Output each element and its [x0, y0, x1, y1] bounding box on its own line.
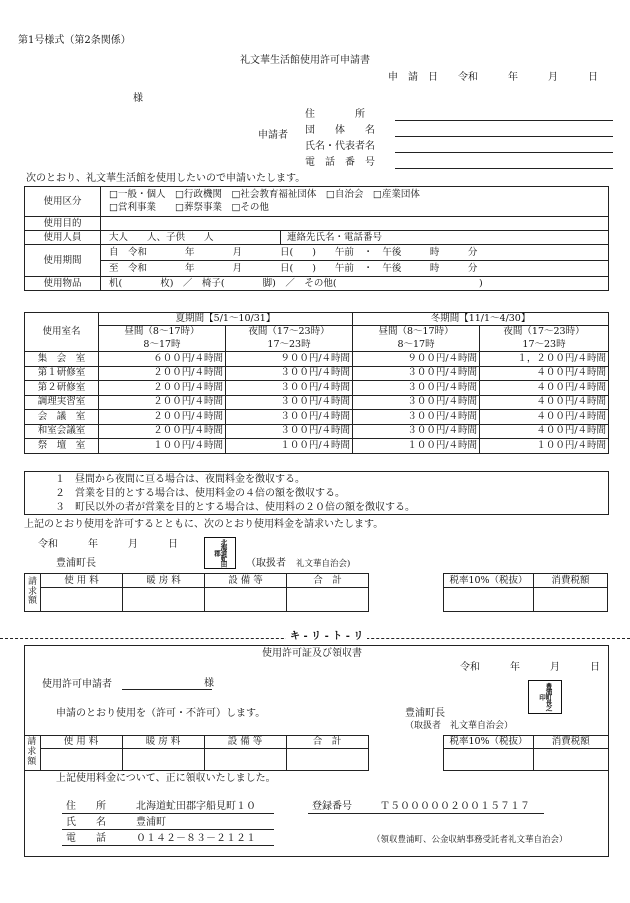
official-seal-stamp	[204, 537, 236, 569]
fee-row	[25, 366, 609, 381]
receipt-date: 令和 年 月 日	[460, 662, 600, 673]
fee-winter-day: ３００円/４時間	[353, 381, 480, 396]
receipt-header-heating: 暖 房 料	[122, 736, 204, 749]
bill-heating-field[interactable]	[123, 588, 205, 612]
category-label: 使用区分	[25, 187, 101, 217]
reg-number-label: 登録番号	[312, 801, 352, 812]
intro-text: 次のとおり、礼文華生活館を使用したいので申請いたします。	[26, 173, 306, 184]
receipt-title: 使用許可証及び領収書	[262, 648, 362, 659]
fee-summer-night: ９００円/４時間	[226, 352, 353, 367]
fee-winter-night: ４００円/４時間	[480, 424, 609, 439]
summer-night-sub: 17〜23時	[226, 339, 353, 352]
receipt-tax-amount-header: 消費税額	[534, 736, 608, 749]
fee-winter-night: １００円/４時間	[480, 439, 609, 454]
bill-side-label: 請求額	[25, 574, 41, 612]
bill-equipment-field[interactable]	[205, 588, 287, 612]
fee-room-name: 和室会議室	[25, 424, 99, 439]
received-text: 上記使用料金について、正に領収いたしました。	[56, 773, 276, 784]
fee-winter-day: １００円/４時間	[353, 439, 480, 454]
category-line-1[interactable]: □一般・個人 □行政機関 □社会教育福祉団体 □自治会 □産業団体	[109, 189, 420, 201]
fee-row	[25, 410, 609, 425]
permit-text: 上記のとおり使用を許可するとともに、次のとおり使用料金を請求いたします。	[24, 519, 384, 530]
phone-field[interactable]	[395, 168, 613, 169]
receipt-equipment-field[interactable]	[204, 749, 286, 771]
phone-underline	[62, 845, 274, 846]
fee-summer-night: １００円/４時間	[226, 439, 353, 454]
tax-amount-header: 消費税額	[534, 574, 608, 588]
reg-underline	[308, 813, 544, 814]
fee-summer-night: ３００円/４時間	[226, 381, 353, 396]
fee-winter-night: １，２００円/４時間	[480, 352, 609, 367]
fee-summer-day: ６００円/４時間	[99, 352, 226, 367]
fee-winter-day: ３００円/４時間	[353, 410, 480, 425]
tax-amount-field[interactable]	[534, 588, 608, 612]
fee-summer-night: ３００円/４時間	[226, 424, 353, 439]
fee-row	[25, 352, 609, 367]
receipt-footnote: （領収豊浦町、公金収納事務受託者礼文華自治会）	[372, 835, 568, 845]
purpose-field[interactable]	[101, 217, 609, 231]
winter-day-sub: 8〜17時	[353, 339, 480, 352]
bill-total-field[interactable]	[287, 588, 369, 612]
applicant-address-label: 住 所	[305, 109, 365, 120]
period-to[interactable]: 至 令和 年 月 日( ) 午前 ・ 午後 時 分	[109, 263, 478, 274]
receipt-seal-text-1: 豊浦町	[544, 683, 553, 700]
winter-night-header: 夜間（17〜23時）	[480, 326, 609, 339]
winter-night-sub: 17〜23時	[480, 339, 609, 352]
org-field[interactable]	[395, 136, 613, 137]
fee-winter-day: ３００円/４時間	[353, 424, 480, 439]
fee-summer-day: ２００円/４時間	[99, 410, 226, 425]
permit-date: 令和 年 月 日	[38, 539, 178, 550]
period-from[interactable]: 自 令和 年 月 日( ) 午前 ・ 午後 時 分	[101, 245, 608, 261]
bill-header-usage: 使 用 料	[41, 574, 123, 588]
receipt-heating-field[interactable]	[122, 749, 204, 771]
fee-room-name: 第２研修室	[25, 381, 99, 396]
receipt-seal-text-2: 長之印	[538, 694, 553, 711]
fee-winter-day: ３００円/４時間	[353, 366, 480, 381]
fee-summer-day: ２００円/４時間	[99, 366, 226, 381]
receipt-tax-table	[443, 735, 608, 771]
fee-room-name: 集 会 室	[25, 352, 99, 367]
fee-room-name: 祭 壇 室	[25, 439, 99, 454]
fee-note-2: ２ 営業を目的とする場合は、使用料金の４倍の額を徴収する。	[55, 488, 345, 499]
items-label: 使用物品	[25, 277, 101, 291]
receipt-tax-amount-field[interactable]	[534, 749, 608, 771]
receipt-bill-table	[24, 735, 369, 771]
receipt-applicant-label: 使用許可申請者	[42, 679, 112, 690]
tax-base-header: 税率10%（税抜）	[444, 574, 534, 588]
receipt-usage-field[interactable]	[40, 749, 122, 771]
bill-header-heating: 暖 房 料	[123, 574, 205, 588]
fee-summer-night: ３００円/４時間	[226, 395, 353, 410]
issuer-name: 豊浦町	[136, 817, 166, 828]
items-field[interactable]: 机( 枚) ／ 椅子( 脚) ／ その他( )	[101, 277, 609, 291]
application-date: 申 請 日 令和 年 月 日	[388, 72, 598, 83]
summer-day-header: 昼間（8〜17時）	[99, 326, 226, 339]
issuer-phone: ０１４２－８３－２１２１	[136, 833, 256, 844]
fee-winter-night: ４００円/４時間	[480, 395, 609, 410]
receipt-seal-stamp	[528, 680, 562, 714]
handler-name: 礼文華自治会)	[296, 559, 351, 569]
addressee-sama: 様	[133, 93, 143, 104]
contact-field[interactable]: 連絡先氏名・電話番号	[281, 231, 609, 245]
name-underline	[62, 829, 274, 830]
fee-table	[24, 312, 609, 454]
summer-header: 夏期間【5/1〜10/31】	[99, 313, 353, 326]
fee-note-3: ３ 町民以外の者が営業を目的とする場合は、使用料の２０倍の額を徴収する。	[55, 502, 415, 513]
fee-row	[25, 439, 609, 454]
period-label: 使用期間	[25, 245, 101, 277]
usage-table	[24, 186, 609, 291]
winter-day-header: 昼間（8〜17時）	[353, 326, 480, 339]
mayor-label: 豊浦町長	[56, 558, 96, 569]
cut-line-label: キ - リ - ト - リ	[286, 632, 367, 642]
receipt-header-total: 合 計	[286, 736, 368, 749]
tax-table	[443, 573, 608, 612]
receipt-bill-side-label: 請求額	[24, 736, 40, 771]
fee-winter-night: ４００円/４時間	[480, 381, 609, 396]
fee-room-name: 第１研修室	[25, 366, 99, 381]
tax-base-field[interactable]	[444, 588, 534, 612]
bill-header-total: 合 計	[287, 574, 369, 588]
category-options[interactable]	[101, 187, 609, 217]
receipt-mayor: 豊浦町長	[405, 708, 445, 719]
people-field[interactable]: 大人 人、子供 人	[101, 231, 281, 245]
seal-text-2: 虻田郡	[213, 550, 228, 567]
fee-row	[25, 395, 609, 410]
fee-summer-day: ２００円/４時間	[99, 381, 226, 396]
applicant-label: 申請者	[258, 130, 288, 141]
fee-summer-day: １００円/４時間	[99, 439, 226, 454]
form-number: 第1号様式（第2条関係）	[18, 35, 131, 46]
name-field[interactable]	[395, 152, 613, 153]
fee-winter-day: ９００円/４時間	[353, 352, 480, 367]
receipt-tax-base-header: 税率10%（税抜）	[444, 736, 534, 749]
issuer-name-label: 氏 名	[66, 817, 106, 828]
receipt-header-equipment: 設 備 等	[204, 736, 286, 749]
fee-notes	[24, 471, 609, 515]
fee-summer-night: ３００円/４時間	[226, 366, 353, 381]
applicant-org-label: 団 体 名	[305, 125, 375, 136]
fee-row	[25, 381, 609, 396]
summer-night-header: 夜間（17〜23時）	[226, 326, 353, 339]
issuer-phone-label: 電 話	[66, 833, 106, 844]
fee-summer-night: ３００円/４時間	[226, 410, 353, 425]
receipt-applicant-field[interactable]	[122, 689, 212, 690]
fee-room-name: 調理実習室	[25, 395, 99, 410]
fee-note-1: １ 昼間から夜間に亘る場合は、夜間料金を徴収する。	[55, 474, 305, 485]
address-underline	[62, 813, 274, 814]
receipt-handler: （取扱者 礼文華自治会）	[405, 721, 514, 731]
handler-label: （取扱者	[246, 558, 286, 569]
fee-summer-day: ２００円/４時間	[99, 395, 226, 410]
bill-table	[24, 573, 369, 612]
applicant-phone-label: 電 話 番 号	[305, 157, 375, 168]
application-title: 礼文華生活館使用許可申請書	[240, 55, 370, 66]
receipt-sama: 様	[204, 678, 214, 689]
fee-winter-night: ４００円/４時間	[480, 366, 609, 381]
fee-summer-day: ２００円/４時間	[99, 424, 226, 439]
summer-day-sub: 8〜17時	[99, 339, 226, 352]
bill-header-equipment: 設 備 等	[205, 574, 287, 588]
room-header: 使用室名	[25, 313, 99, 352]
fee-room-name: 会 議 室	[25, 410, 99, 425]
receipt-permit-text: 申請のとおり使用を（許可・不許可）します。	[56, 708, 266, 719]
receipt-total-field[interactable]	[286, 749, 368, 771]
people-label: 使用人員	[25, 231, 101, 245]
seal-text-1: 北海道	[219, 539, 228, 556]
winter-header: 冬期間【11/1〜4/30】	[353, 313, 609, 326]
fee-row	[25, 424, 609, 439]
fee-winter-day: ３００円/４時間	[353, 395, 480, 410]
bill-usage-field[interactable]	[41, 588, 123, 612]
period-field[interactable]	[101, 245, 609, 277]
applicant-name-label: 氏名・代表者名	[305, 141, 375, 152]
fee-winter-night: ４００円/４時間	[480, 410, 609, 425]
category-line-2[interactable]: □営利事業 □葬祭事業 □その他	[109, 201, 269, 213]
reg-number: Ｔ５０００００２００１５７１７	[380, 801, 530, 812]
receipt-tax-base-field[interactable]	[444, 749, 534, 771]
purpose-label: 使用目的	[25, 217, 101, 231]
address-field[interactable]	[395, 120, 613, 121]
issuer-address-label: 住 所	[66, 801, 106, 812]
receipt-header-usage: 使 用 料	[40, 736, 122, 749]
issuer-address: 北海道虻田郡字船見町１０	[136, 801, 256, 812]
